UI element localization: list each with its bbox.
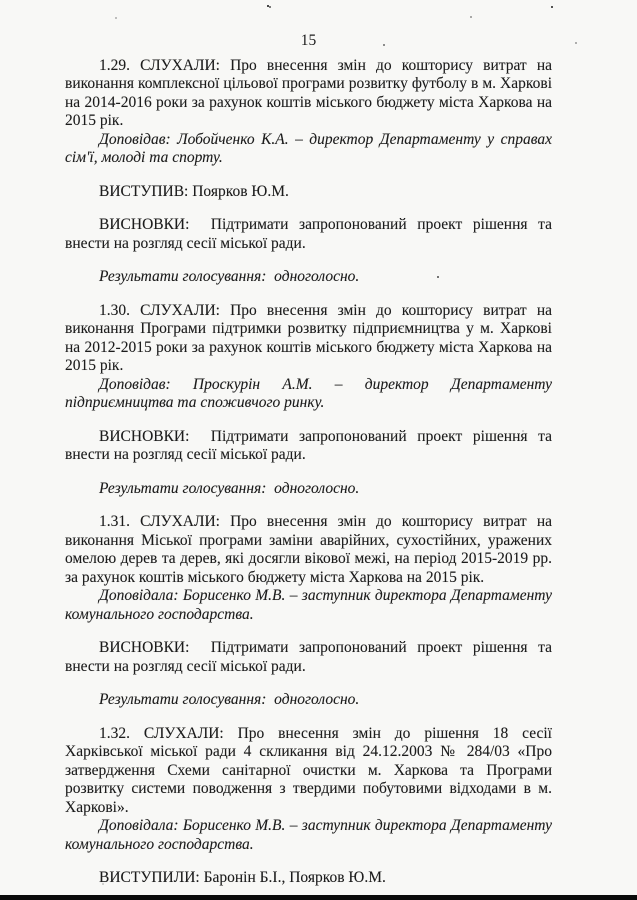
heard-paragraph: 1.30. СЛУХАЛИ: Про внесення змін до кошторису витрат на виконання Програми підтримки розвитку підприємництва у м. Харкові на 2012-2015 роки за рахунок коштів міського бюджету міста Харкова на 2015 рік.	[65, 301, 552, 374]
spoke-line: ВИСТУПИВ: Поярков Ю.М.	[99, 182, 289, 200]
reporter-paragraph: Доповідала: Борисенко М.В. – заступник директора Департаменту комунального господарства.	[65, 817, 552, 853]
heard-paragraph: 1.32. СЛУХАЛИ: Про внесення змін до рішення 18 сесії Харківської міської ради 4 скликання від 24.12.2003 № 284/03 «Про затвердження Схеми санітарної очистки м. Харкова та Програми розвитку системи поводження з твердими побутовими відходами в м. Харкові».	[65, 724, 552, 816]
reporter-paragraph: Доповідав: Проскурін А.М. – директор Департаменту підприємництва та споживчого ринку.	[65, 375, 552, 411]
scan-noise-specks	[0, 0, 2, 2]
heard-paragraph: 1.29. СЛУХАЛИ: Про внесення змін до кошторису витрат на виконання комплексної цільової програми розвитку футболу в м. Харкові на 2014-2016 роки за рахунок коштів міського бюджету міста Харкова на 2015 рік.	[65, 56, 552, 129]
agenda-item-1-30	[65, 302, 552, 499]
agenda-item-1-29	[65, 57, 552, 287]
vote-result-line: Результати голосування: одноголосно.	[99, 691, 360, 708]
conclusions-paragraph: ВИСНОВКИ: Підтримати запропонований проект рішення та внести на розгляд сесії міської ради.	[65, 427, 552, 463]
vote-result-line: Результати голосування: одноголосно.	[99, 479, 360, 497]
document-content	[65, 32, 552, 888]
reporter-paragraph: Доповідала: Борисенко М.В. – заступник директора Департаменту комунального господарства.	[65, 587, 552, 623]
agenda-item-1-32	[65, 725, 552, 888]
vote-result-line: Результати голосування: одноголосно.	[99, 268, 360, 285]
agenda-item-1-31	[65, 513, 552, 710]
conclusions-paragraph: ВИСНОВКИ: Підтримати запропонований проект рішення та внести на розгляд сесії міської ради.	[65, 216, 552, 252]
heard-paragraph: 1.31. СЛУХАЛИ: Про внесення змін до кошторису витрат на виконання Міської програми заміни аварійних, сухостійних, уражених омелою дерев та дерев, які досягли вікової межі, на період 2015-2019 рр. за рахунок коштів міського бюджету міста Харкова на 2015 рік.	[65, 513, 552, 586]
conclusions-paragraph: ВИСНОВКИ: Підтримати запропонований проект рішення та внести на розгляд сесії міської ради.	[65, 639, 552, 675]
spoke-line: ВИСТУПИЛИ: Баронін Б.І., Поярков Ю.М.	[99, 869, 386, 886]
reporter-paragraph: Доповідав: Лобойченко К.А. – директор Департаменту у справах сім'ї, молоді та спорту.	[65, 130, 552, 166]
page-number: 15	[300, 32, 317, 49]
scan-edge-artifact	[0, 895, 637, 900]
